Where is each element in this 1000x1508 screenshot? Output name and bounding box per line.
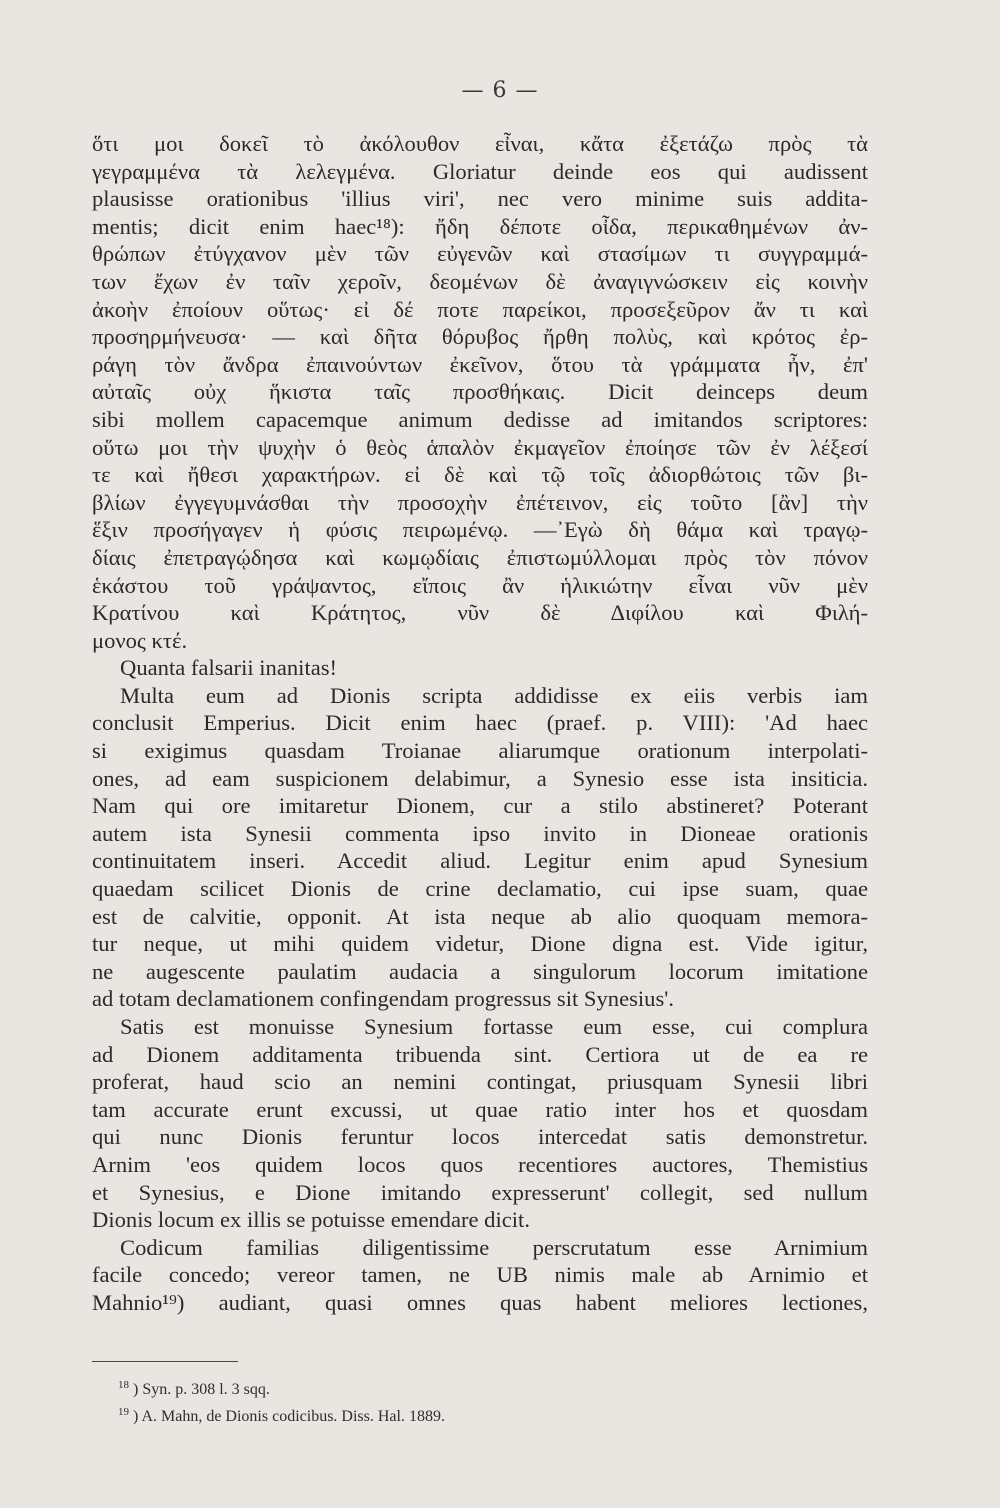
text-line: Nam qui ore imitaretur Dionem, cur a stilo abstineret? Poterant	[92, 793, 868, 819]
text-line: των ἔχων ἐν ταῖν χεροῖν, δεομένων δὲ ἀναγιγνώσκειν εἰς κοινὴν	[92, 268, 868, 294]
text-line: autem ista Synesii commenta ipso invito in Dioneae orationis	[92, 820, 868, 846]
text-line: facile concedo; vereor tamen, ne UB nimis male ab Arnimio et	[92, 1262, 868, 1288]
text-line: μονος κτέ.	[92, 627, 188, 653]
footnote	[118, 1401, 838, 1428]
text-line: τε καὶ ἤθεσι χαρακτήρων. εἰ δὲ καὶ τῷ τοῖς ἀδιορθώτοις τῶν βι-	[92, 462, 868, 488]
text-line: θρώπων ἐτύγχανον μὲν τῶν εὐγενῶν καὶ στασίμων τι συγγραμμά-	[92, 241, 868, 267]
footnotes	[118, 1374, 838, 1428]
text-line: qui nunc Dionis feruntur locos intercedat satis demonstretur.	[92, 1124, 868, 1150]
text-line: Dionis locum ex illis se potuisse emendare dicit.	[92, 1207, 530, 1233]
text-line: προσηρμήνευσα· — καὶ δῆτα θόρυβος ἤρθη πολὺς, καὶ κρότος ἐρ-	[92, 324, 868, 350]
text-line: et Synesius, e Dione imitando expresserunt' collegit, sed nullum	[92, 1179, 868, 1205]
text-line: Multa eum ad Dionis scripta addidisse ex eiis verbis iam	[120, 682, 868, 708]
text-line: sibi mollem capacemque animum dedisse ad imitandos scriptores:	[92, 406, 868, 432]
footnote-text: ) Syn. p. 308 l. 3 sqq.	[133, 1381, 270, 1398]
text-line: tam accurate erunt excussi, ut quae ratio inter hos et quosdam	[92, 1096, 868, 1122]
text-line: conclusit Emperius. Dicit enim haec (praef. p. VIII): 'Ad haec	[92, 710, 868, 736]
text-line: ράγη τὸν ἄνδρα ἐπαινούντων ἐκεῖνον, ὅτου τὰ γράμματα ἦν, ἐπ'	[92, 351, 868, 377]
text-line: proferat, haud scio an nemini contingat, priusquam Synesii libri	[92, 1069, 868, 1095]
text-line: ἑκάστου τοῦ γράψαντος, εἴποις ἂν ἡλικιώτην εἶναι νῦν μὲν	[92, 572, 868, 598]
page-number: — 6 —	[461, 78, 539, 103]
footnote-mark: 18	[118, 1379, 129, 1391]
body-text	[92, 130, 868, 1317]
text-line: δίαις ἐπετραγῴδησα καὶ κωμῳδίαις ἐπιστωμύλλομαι πρὸς τὸν πόνον	[92, 544, 868, 570]
text-line: Mahnio¹⁹) audiant, quasi omnes quas habent meliores lectiones,	[92, 1289, 868, 1315]
footnote	[118, 1374, 838, 1401]
text-line: οὕτω μοι τὴν ψυχὴν ὁ θεὸς ἁπαλὸν ἐκμαγεῖον ἐποίησε τῶν ἐν λέξεσί	[92, 434, 868, 460]
footnote-divider	[92, 1361, 238, 1362]
text-line: quaedam scilicet Dionis de crine declamatio, cui ipse suam, quae	[92, 876, 868, 902]
text-line: αὐταῖς οὐχ ἥκιστα ταῖς προσθήκαις. Dicit deinceps deum	[92, 379, 868, 405]
text-line: Codicum familias diligentissime perscrutatum esse Arnimium	[120, 1234, 868, 1260]
footnote-mark: 19	[118, 1406, 129, 1418]
text-line: ad Dionem additamenta tribuenda sint. Certiora ut de ea re	[92, 1041, 868, 1067]
text-line: continuitatem inseri. Accedit aliud. Legitur enim apud Synesium	[92, 848, 868, 874]
text-line: Satis est monuisse Synesium fortasse eum esse, cui complura	[120, 1014, 868, 1039]
text-line: ὅτι μοι δοκεῖ τὸ ἀκόλουθον εἶναι, κἄτα ἐξετάζω πρὸς τὰ	[92, 131, 868, 156]
text-line: Quanta falsarii inanitas!	[120, 655, 338, 681]
text-line: plausisse orationibus 'illius viri', nec vero minime suis addita-	[92, 186, 868, 212]
text-line: mentis; dicit enim haec¹⁸): ἤδη δέποτε οἶδα, περικαθημένων ἀν-	[92, 213, 868, 239]
text-line: ne augescente paulatim audacia a singulorum locorum imitatione	[92, 958, 868, 984]
text-line: Κρατίνου καὶ Κράτητος, νῦν δὲ Διφίλου καὶ Φιλή-	[92, 600, 868, 626]
text-line: βλίων ἐγγεγυμνάσθαι τὴν προσοχὴν ἐπέτεινον, εἰς τοῦτο [ἂν] τὴν	[92, 489, 868, 515]
text-line: ones, ad eam suspicionem delabimur, a Synesio esse ista insiticia.	[92, 765, 868, 791]
text-line: Arnim 'eos quidem locos quos recentiores auctores, Themistius	[92, 1151, 868, 1177]
text-line: ἕξιν προσήγαγεν ἡ φύσις πειρωμένῳ. —᾿Εγὼ δὴ θάμα καὶ τραγῳ-	[92, 517, 868, 543]
footnote-text: ) A. Mahn, de Dionis codicibus. Diss. Hal. 1889.	[133, 1408, 445, 1425]
text-line: est de calvitie, opponit. At ista neque ab alio quoquam memora-	[92, 903, 868, 929]
text-line: ad totam declamationem confingendam progressus sit Synesius'.	[92, 986, 674, 1012]
text-line: si exigimus quasdam Troianae aliarumque orationum interpolati-	[92, 738, 868, 764]
text-line: tur neque, ut mihi quidem videtur, Dione digna est. Vide igitur,	[92, 931, 868, 957]
text-line: ἀκοὴν ἐποίουν οὕτως· εἰ δέ ποτε παρείκοι, προσεξεῦρον ἄν τι καὶ	[92, 296, 868, 322]
text-line: γεγραμμένα τὰ λελεγμένα. Gloriatur deinde eos qui audissent	[92, 158, 868, 184]
